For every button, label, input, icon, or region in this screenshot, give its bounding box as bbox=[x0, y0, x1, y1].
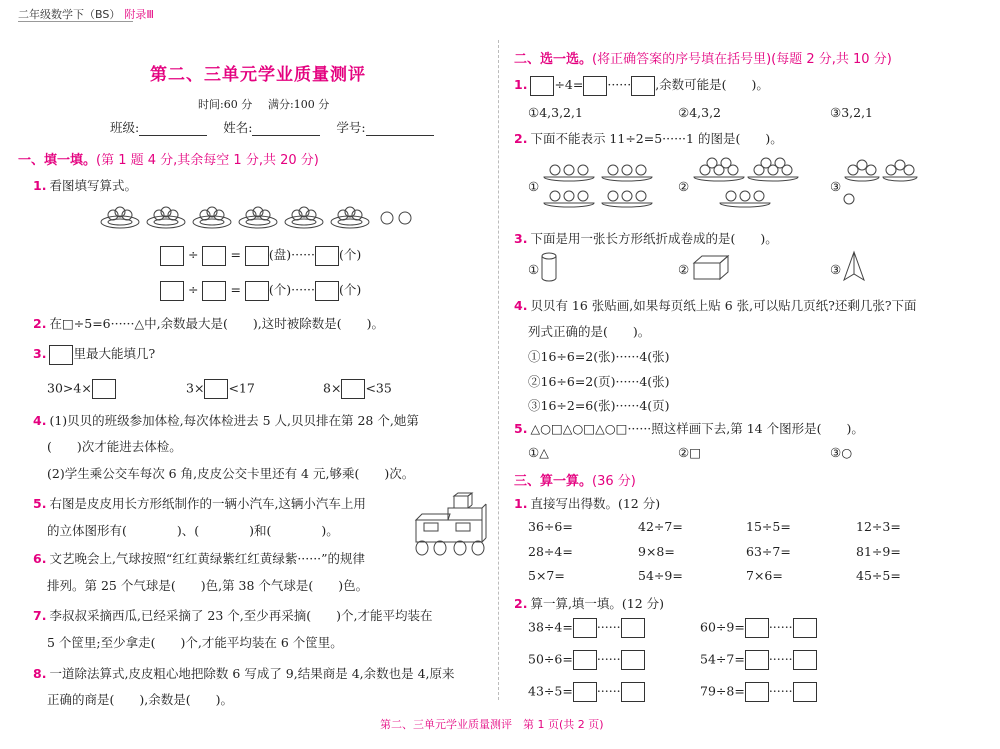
s1-cell: 7×6= bbox=[746, 568, 783, 583]
c2-option2[interactable]: ② bbox=[678, 179, 690, 194]
answer-box[interactable] bbox=[573, 682, 597, 702]
q8-line2: 正确的商是( ),余数是( )。 bbox=[47, 692, 233, 707]
unit-label: (个) bbox=[339, 282, 362, 297]
unit-label: (个)······ bbox=[268, 282, 316, 297]
section2-note: (将正确答案的序号填在括号里)(每题 2 分,共 10 分) bbox=[592, 52, 892, 67]
c3-option1[interactable]: ① bbox=[528, 262, 540, 277]
answer-box[interactable] bbox=[573, 650, 597, 670]
class-field[interactable] bbox=[139, 123, 207, 136]
s2-number: 2. bbox=[514, 596, 528, 611]
c5-option2[interactable]: ②□ bbox=[678, 445, 702, 460]
s1 bbox=[514, 494, 660, 512]
c1-number: 1. bbox=[514, 77, 528, 92]
c2-figure2 bbox=[690, 155, 800, 213]
answer-box[interactable] bbox=[583, 76, 607, 96]
s1-cell: 63÷7= bbox=[746, 544, 791, 559]
eq-sign: = bbox=[230, 247, 241, 262]
answer-box[interactable] bbox=[245, 281, 269, 301]
q4-line1: (1)贝贝的班级参加体检,每次体检进去 5 人,贝贝排在第 28 个,她第 bbox=[49, 413, 419, 428]
c2-number: 2. bbox=[514, 131, 528, 146]
c1 bbox=[514, 75, 769, 96]
book-label: 二年级数学下（BS） bbox=[18, 8, 121, 21]
c2-option3[interactable]: ③ bbox=[830, 179, 842, 194]
q6 bbox=[33, 549, 365, 567]
c4-option3[interactable]: ③16÷2=6(张)······4(页) bbox=[528, 398, 670, 413]
section3-title: 三、算一算。 bbox=[514, 474, 593, 489]
answer-box[interactable] bbox=[160, 281, 184, 301]
unit-label: (个) bbox=[339, 247, 362, 262]
q2 bbox=[33, 314, 384, 332]
expr-text: 30>4× bbox=[47, 380, 92, 396]
s1-cell: 12÷3= bbox=[856, 519, 901, 534]
toy-car-illustration bbox=[410, 492, 490, 560]
plate-icon bbox=[193, 207, 231, 228]
answer-box[interactable] bbox=[621, 650, 645, 670]
book-header bbox=[18, 6, 154, 22]
c1-option2[interactable]: ②4,3,2 bbox=[678, 105, 722, 120]
c5-option1[interactable]: ①△ bbox=[528, 445, 549, 460]
c4-option2[interactable]: ②16÷6=2(页)······4(张) bbox=[528, 374, 670, 389]
q1-row2 bbox=[160, 280, 361, 301]
q1-number: 1. bbox=[33, 178, 47, 193]
answer-box[interactable] bbox=[315, 246, 339, 266]
appendix-label: 附录Ⅲ bbox=[124, 8, 154, 21]
div-sign: ÷ bbox=[187, 282, 199, 297]
plates-illustration bbox=[100, 200, 430, 234]
q8-line1: 一道除法算式,皮皮粗心地把除数 6 写成了 9,结果商是 4,余数也是 4,原来 bbox=[49, 666, 455, 681]
apple-icon bbox=[381, 212, 411, 224]
s1-cell: 5×7= bbox=[528, 568, 565, 583]
s2-item bbox=[528, 650, 645, 670]
q5-number: 5. bbox=[33, 496, 47, 511]
s1-cell: 15÷5= bbox=[746, 519, 791, 534]
dots: ······ bbox=[596, 683, 621, 699]
q7 bbox=[33, 606, 432, 624]
s1-number: 1. bbox=[514, 496, 528, 511]
section3-heading bbox=[514, 470, 636, 489]
q4 bbox=[33, 411, 419, 429]
dots: ······ bbox=[596, 619, 621, 635]
id-label: 学号: bbox=[336, 120, 366, 135]
s1-cell: 9×8= bbox=[638, 544, 675, 559]
answer-box[interactable] bbox=[793, 682, 817, 702]
s2-item bbox=[700, 618, 817, 638]
c1-text: ,余数可能是( )。 bbox=[655, 77, 769, 92]
answer-box[interactable] bbox=[793, 618, 817, 638]
score-label: 满分:100 分 bbox=[268, 98, 330, 111]
s1-cell: 28÷4= bbox=[528, 544, 573, 559]
plate-icon bbox=[285, 207, 323, 228]
c5 bbox=[514, 419, 864, 437]
s2-expr: 79÷8= bbox=[700, 683, 745, 699]
answer-box[interactable] bbox=[202, 246, 226, 266]
q1 bbox=[33, 176, 137, 194]
q4-line2: ( )次才能进去体检。 bbox=[47, 439, 182, 454]
answer-box[interactable] bbox=[573, 618, 597, 638]
c2 bbox=[514, 129, 783, 147]
unit-label: (盘)······ bbox=[268, 247, 316, 262]
plate-icon bbox=[331, 207, 369, 228]
answer-box[interactable] bbox=[92, 379, 116, 399]
page-title: 第二、三单元学业质量测评 bbox=[150, 65, 366, 85]
section3-note: (36 分) bbox=[592, 474, 636, 489]
c4-line1: 贝贝有 16 张贴画,如果每页纸上贴 6 张,可以贴几页纸?还剩几张?下面 bbox=[530, 298, 917, 313]
c3 bbox=[514, 229, 778, 247]
s2-expr: 54÷7= bbox=[700, 651, 745, 667]
c4-option1[interactable]: ①16÷6=2(张)······4(张) bbox=[528, 349, 670, 364]
q5-line1: 右图是皮皮用长方形纸制作的一辆小汽车,这辆小汽车上用 bbox=[49, 496, 366, 511]
c3-number: 3. bbox=[514, 231, 528, 246]
s2 bbox=[514, 594, 664, 612]
q6-line2: 排列。第 25 个气球是( )色,第 38 个气球是( )色。 bbox=[47, 578, 369, 593]
q6-line1: 文艺晚会上,气球按照“红红黄绿紫红红黄绿紫······”的规律 bbox=[49, 551, 366, 566]
q2-number: 2. bbox=[33, 316, 47, 331]
expr-text: <35 bbox=[365, 380, 392, 396]
s2-expr: 60÷9= bbox=[700, 619, 745, 635]
section1-note: (第 1 题 4 分,其余每空 1 分,共 20 分) bbox=[96, 153, 319, 168]
q3-text: 里最大能填几? bbox=[73, 346, 156, 361]
c1-option1[interactable]: ①4,3,2,1 bbox=[528, 105, 583, 120]
answer-box[interactable] bbox=[202, 281, 226, 301]
q3-number: 3. bbox=[33, 346, 47, 361]
answer-box[interactable] bbox=[621, 682, 645, 702]
q3 bbox=[33, 344, 155, 365]
page-footer: 第二、三单元学业质量测评 第 1 页(共 2 页) bbox=[380, 718, 604, 731]
answer-box[interactable] bbox=[204, 379, 228, 399]
answer-box[interactable] bbox=[341, 379, 365, 399]
s1-cell: 42÷7= bbox=[638, 519, 683, 534]
c5-text: △○□△○□△○□······照这样画下去,第 14 个图形是( )。 bbox=[530, 421, 864, 436]
c5-option3[interactable]: ③○ bbox=[830, 445, 853, 460]
q8 bbox=[33, 664, 455, 682]
expr-text: 8× bbox=[323, 380, 342, 396]
s2-item bbox=[528, 618, 645, 638]
answer-box[interactable] bbox=[160, 246, 184, 266]
cylinder-icon bbox=[540, 252, 560, 284]
answer-box bbox=[49, 345, 73, 365]
q6-number: 6. bbox=[33, 551, 47, 566]
s1-text: 直接写出得数。(12 分) bbox=[530, 496, 661, 511]
q8-number: 8. bbox=[33, 666, 47, 681]
section1-title: 一、填一填。 bbox=[18, 153, 97, 168]
answer-box[interactable] bbox=[745, 618, 769, 638]
c5-number: 5. bbox=[514, 421, 528, 436]
name-label: 姓名: bbox=[223, 120, 253, 135]
s2-expr: 43÷5= bbox=[528, 683, 573, 699]
c2-figure1 bbox=[540, 155, 660, 213]
q3-expr2 bbox=[186, 379, 255, 399]
section1-heading bbox=[18, 149, 319, 168]
c2-text: 下面不能表示 11÷2=5······1 的图是( )。 bbox=[530, 131, 783, 146]
c1-expr: ÷4= bbox=[554, 77, 584, 92]
s1-cell: 45÷5= bbox=[856, 568, 901, 583]
cuboid-icon bbox=[692, 254, 730, 282]
class-label: 班级: bbox=[110, 120, 140, 135]
q5 bbox=[33, 494, 366, 512]
answer-box[interactable] bbox=[315, 281, 339, 301]
c4-number: 4. bbox=[514, 298, 528, 313]
s1-cell: 81÷9= bbox=[856, 544, 901, 559]
c3-option3[interactable]: ③ bbox=[830, 262, 842, 277]
s2-item bbox=[700, 650, 817, 670]
q1-row1 bbox=[160, 245, 361, 266]
q7-line2: 5 个筐里;至少拿走( )个,才能平均装在 6 个筐里。 bbox=[47, 635, 343, 650]
q5-line2: 的立体图形有( )、( )和( )。 bbox=[47, 523, 339, 538]
c2-figure3 bbox=[843, 155, 923, 213]
q7-line1: 李叔叔采摘西瓜,已经采摘了 23 个,至少再采摘( )个,才能平均装在 bbox=[49, 608, 433, 623]
answer-box[interactable] bbox=[745, 682, 769, 702]
section2-heading bbox=[514, 48, 892, 67]
div-sign: ÷ bbox=[187, 247, 199, 262]
q3-expr3 bbox=[323, 379, 392, 399]
s2-item bbox=[528, 682, 645, 702]
q2-text: 在□÷5=6······△中,余数最大是( ),这时被除数是( )。 bbox=[49, 316, 385, 331]
answer-box[interactable] bbox=[530, 76, 554, 96]
c2-option1[interactable]: ① bbox=[528, 179, 540, 194]
s2-text: 算一算,填一填。(12 分) bbox=[530, 596, 665, 611]
header-rule bbox=[18, 21, 133, 22]
s1-cell: 36÷6= bbox=[528, 519, 573, 534]
dots: ······ bbox=[768, 619, 793, 635]
expr-text: <17 bbox=[228, 380, 255, 396]
s1-cell: 54÷9= bbox=[638, 568, 683, 583]
dots: ······ bbox=[768, 651, 793, 667]
q3-expr1 bbox=[47, 379, 116, 399]
plate-icon bbox=[147, 207, 185, 228]
c3-option2[interactable]: ② bbox=[678, 262, 690, 277]
plate-icon bbox=[239, 207, 277, 228]
s2-item bbox=[700, 682, 817, 702]
c4-line2: 列式正确的是( )。 bbox=[528, 324, 651, 339]
s2-expr: 50÷6= bbox=[528, 651, 573, 667]
c1-option3[interactable]: ③3,2,1 bbox=[830, 105, 874, 120]
dots: ······ bbox=[768, 683, 793, 699]
section2-title: 二、选一选。 bbox=[514, 52, 593, 67]
student-info bbox=[110, 118, 434, 136]
c3-text: 下面是用一张长方形纸折成卷成的是( )。 bbox=[530, 231, 778, 246]
expr-text: 3× bbox=[186, 380, 205, 396]
answer-box[interactable] bbox=[631, 76, 655, 96]
cone-icon bbox=[842, 250, 866, 284]
c4 bbox=[514, 296, 917, 314]
q7-number: 7. bbox=[33, 608, 47, 623]
answer-box[interactable] bbox=[745, 650, 769, 670]
c1-dots: ······ bbox=[607, 77, 632, 92]
name-field[interactable] bbox=[252, 123, 320, 136]
dots: ······ bbox=[596, 651, 621, 667]
answer-box[interactable] bbox=[245, 246, 269, 266]
s2-expr: 38÷4= bbox=[528, 619, 573, 635]
q4-number: 4. bbox=[33, 413, 47, 428]
time-label: 时间:60 分 bbox=[198, 98, 253, 111]
eq-sign: = bbox=[230, 282, 241, 297]
plate-icon bbox=[101, 207, 139, 228]
q1-text: 看图填写算式。 bbox=[49, 178, 137, 193]
column-divider bbox=[498, 40, 499, 700]
answer-box[interactable] bbox=[621, 618, 645, 638]
answer-box[interactable] bbox=[793, 650, 817, 670]
q4-line3: (2)学生乘公交车每次 6 角,皮皮公交卡里还有 4 元,够乘( )次。 bbox=[47, 466, 415, 481]
id-field[interactable] bbox=[366, 123, 434, 136]
